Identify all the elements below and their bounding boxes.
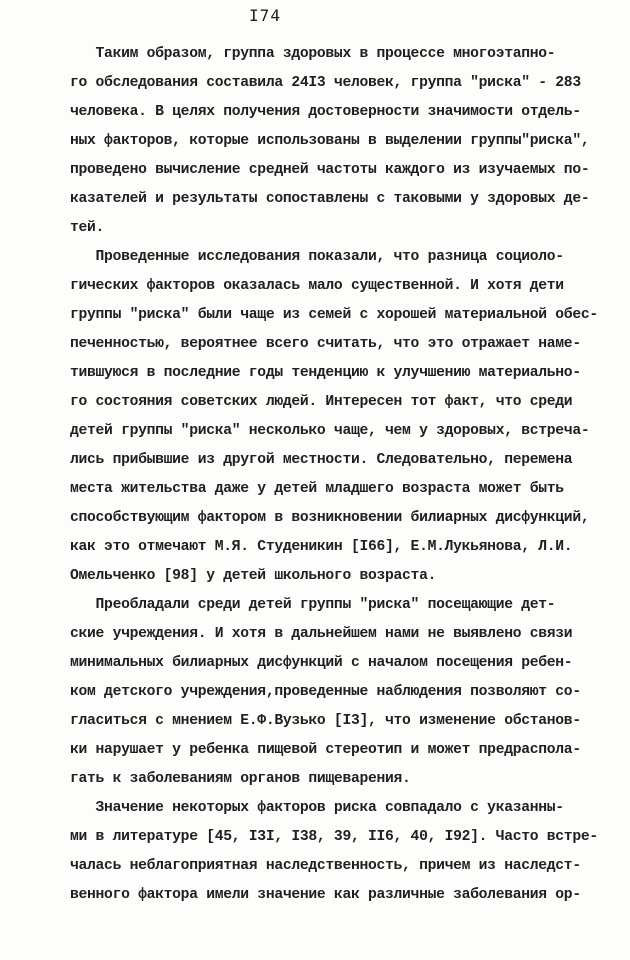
text-line: ми в литературе [45, I3I, I38, 39, II6, 40, I92]. Часто встре- (70, 829, 598, 845)
text-line: венного фактора имели значение как различные заболевания ор- (70, 887, 581, 903)
body-text (70, 40, 630, 910)
text-line: казателей и результаты сопоставлены с таковыми у здоровых де- (70, 191, 590, 207)
text-line: гласиться с мнением Е.Ф.Вузько [I3], что изменение обстанов- (70, 713, 581, 729)
text-line: ком детского учреждения,проведенные наблюдения позволяют со- (70, 684, 581, 700)
text-line: минимальных билиарных дисфункций с началом посещения ребен- (70, 655, 573, 671)
text-line: как это отмечают М.Я. Студеникин [I66], Е.М.Лукьянова, Л.И. (70, 539, 573, 555)
text-line: гать к заболеваниям органов пищеварения. (70, 771, 411, 787)
text-line: ки нарушает у ребенка пищевой стереотип и может предраспола- (70, 742, 581, 758)
text-line: чалась неблагоприятная наследственность, причем из наследст- (70, 858, 581, 874)
text-line: проведено вычисление средней частоты каждого из изучаемых по- (70, 162, 590, 178)
text-line: тившуюся в последние годы тенденцию к улучшению материально- (70, 365, 581, 381)
text-line: Значение некоторых факторов риска совпадало с указанны- (70, 800, 564, 816)
text-line: ных факторов, которые использованы в выделении группы"риска", (70, 133, 590, 149)
text-line: тей. (70, 220, 105, 236)
text-line: места жительства даже у детей младшего возраста может быть (70, 481, 564, 497)
text-line: Проведенные исследования показали, что разница социоло- (70, 249, 564, 265)
text-line: человека. В целях получения достоверности значимости отдель- (70, 104, 581, 120)
text-line: лись прибывшие из другой местности. Следовательно, перемена (70, 452, 573, 468)
text-line: способствующим фактором в возникновении билиарных дисфункций, (70, 510, 590, 526)
text-line: детей группы "риска" несколько чаще, чем у здоровых, встреча- (70, 423, 590, 439)
text-line: Омельченко [98] у детей школьного возраста. (70, 568, 437, 584)
text-line: ские учреждения. И хотя в дальнейшем нами не выявлено связи (70, 626, 573, 642)
text-line: Преобладали среди детей группы "риска" посещающие дет- (70, 597, 556, 613)
text-line: печенностью, вероятнее всего считать, что это отражает наме- (70, 336, 581, 352)
text-line: группы "риска" были чаще из семей с хорошей материальной обес- (70, 307, 598, 323)
text-line: го обследования составила 24I3 человек, группа "риска" - 283 (70, 75, 581, 91)
text-line: гических факторов оказалась мало существенной. И хотя дети (70, 278, 564, 294)
page-number: I74 (249, 6, 281, 25)
text-line: Таким образом, группа здоровых в процессе многоэтапно- (70, 46, 556, 62)
text-line: го состояния советских людей. Интересен тот факт, что среди (70, 394, 573, 410)
